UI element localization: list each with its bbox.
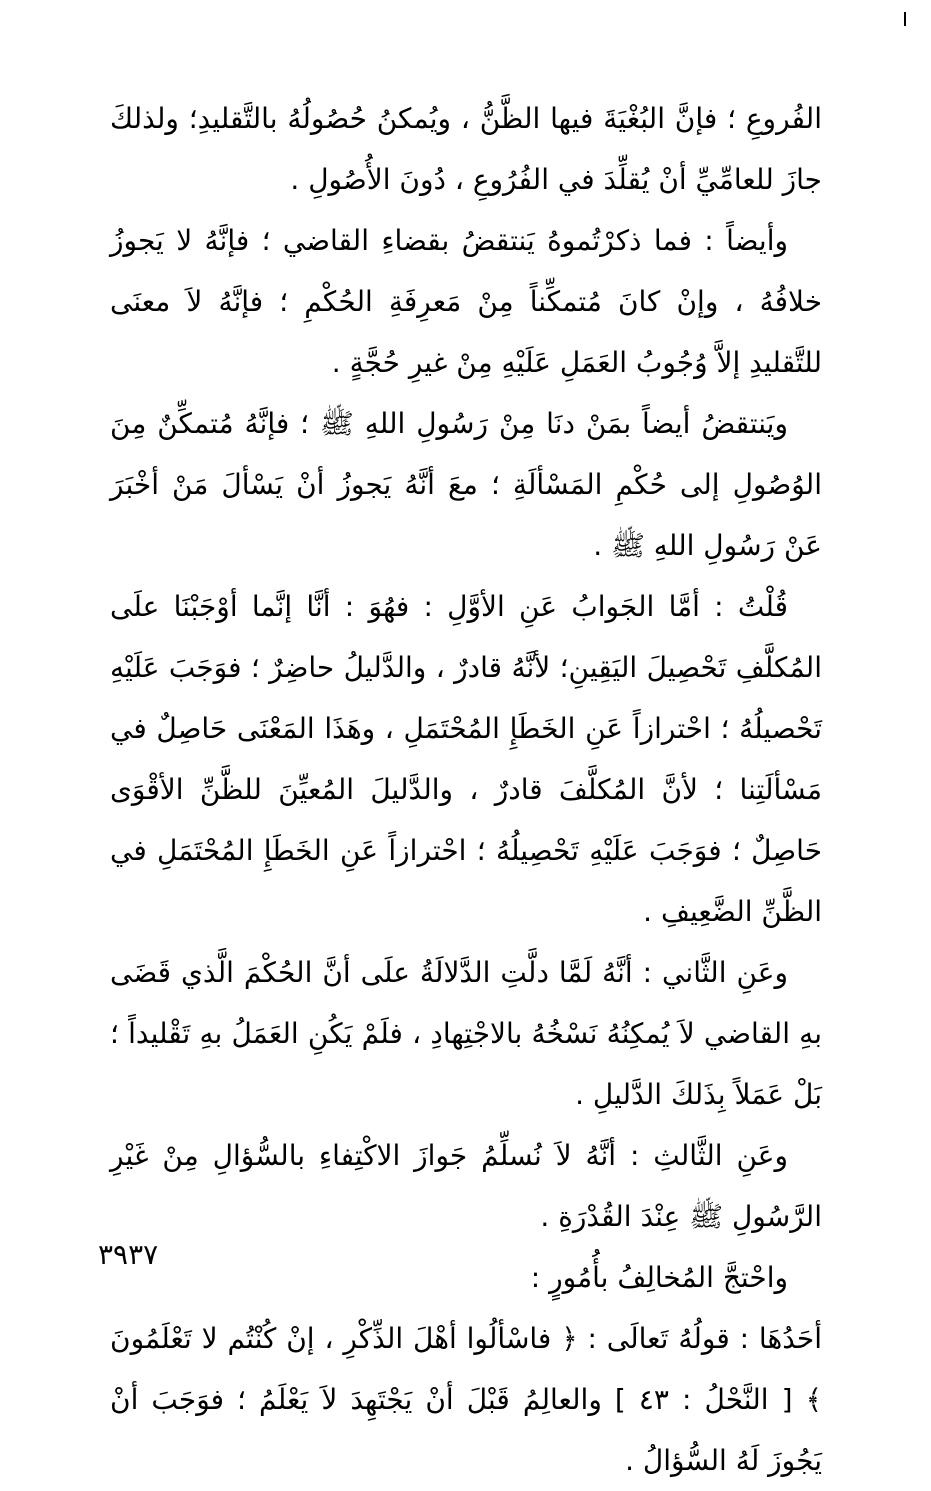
body-text bbox=[110, 88, 822, 1491]
paragraph-opponent-intro: واحْتجَّ المُخالِفُ بأُمُورٍ : bbox=[530, 1261, 788, 1294]
paragraph-objection: وأيضاً : فما ذكرْتُموهُ يَنتقضُ بقضاءِ القاضي ؛ فإنَّهُ لا يَجوزُ خلافُهُ ، وإنْ كانَ مُتمكِّناً مِنْ مَعرِفَةِ الحُكْمِ ؛ فإنَّهُ لاَ معنَى للتَّقليدِ إلاَّ وُجُوبُ العَمَلِ عَلَيْهِ مِنْ غيرِ حُجَّةٍ . bbox=[110, 224, 822, 379]
paragraph-answer-third: وعَنِ الثَّالثِ : أنَّهُ لاَ نُسلِّمُ جَوازَ الاكْتِفاءِ بالسُّؤالِ مِنْ غَيْرِ الرَّسُولِ ﷺ عِنْدَ القُدْرَةِ . bbox=[110, 1139, 822, 1233]
paragraph-first-argument: أحَدُهَا : قولُهُ تَعالَى : ﴿ فاسْألُوا أهْلَ الذِّكْرِ ، إنْ كُنْتُم لا تَعْلَمُونَ ﴾ [ النَّحْلُ : ٤٣ ] والعالِمُ قَبْلَ أنْ يَجْتَهِدَ لاَ يَعْلَمُ ؛ فوَجَبَ أنْ يَجُوزَ لَهُ السُّؤالُ . bbox=[110, 1322, 822, 1477]
scan-mark bbox=[904, 12, 906, 26]
paragraph-objection-2: ويَنتقضُ أيضاً بمَنْ دنَا مِنْ رَسُولِ اللهِ ﷺ ؛ فإنَّهُ مُتمكِّنٌ مِنَ الوُصُولِ إلى حُكْمِ المَسْألَةِ ؛ معَ أنَّهُ يَجوزُ أنْ يَسْألَ مَنْ أخْبَرَ عَنْ رَسُولِ اللهِ ﷺ . bbox=[110, 407, 822, 562]
paragraph-answer-second: وعَنِ الثَّاني : أنَّهُ لَمَّا دلَّتِ الدَّلالَةُ علَى أنَّ الحُكْمَ الَّذي قَضَى بهِ القاضي لاَ يُمكِنُهُ نَسْخُهُ بالاجْتِهادِ ، فلَمْ يَكُنِ العَمَلُ بهِ تَقْليداً ؛ بَلْ عَمَلاً بِذَلكَ الدَّليلِ . bbox=[110, 956, 822, 1111]
page-number: ٣٩٣٧ bbox=[98, 1238, 159, 1271]
paragraph-answer-first: قُلْتُ : أمَّا الجَوابُ عَنِ الأوَّلِ : فهُوَ : أنَّا إنَّما أوْجَبْنَا علَى المُكلَّفِ تَحْصِيلَ اليَقِينِ؛ لأنَّهُ قادرٌ ، والدَّليلُ حاضِرٌ ؛ فوَجَبَ عَلَيْهِ تَحْصيلُهُ ؛ احْترازاً عَنِ الخَطَإِ المُحْتَمَلِ ، وهَذَا المَعْنَى حَاصِلٌ في مَسْألَتِنا ؛ لأنَّ المُكلَّفَ قادرٌ ، والدَّليلَ المُعيِّنَ للظَّنِّ الأقْوَى حَاصِلٌ ؛ فوَجَبَ عَلَيْهِ تَحْصِيلُهُ ؛ احْترازاً عَنِ الخَطَإِ المُحْتَمَلِ في الظَّنِّ الضَّعِيفِ . bbox=[110, 590, 822, 928]
paragraph-continuation: الفُروعِ ؛ فإنَّ البُغْيَةَ فيها الظَّنُّ ، ويُمكنُ حُصُولُهُ بالتَّقليدِ؛ ولذلكَ جازَ للعامِّيِّ أنْ يُقلِّدَ في الفُرُوعِ ، دُونَ الأُصُولِ . bbox=[110, 102, 822, 196]
